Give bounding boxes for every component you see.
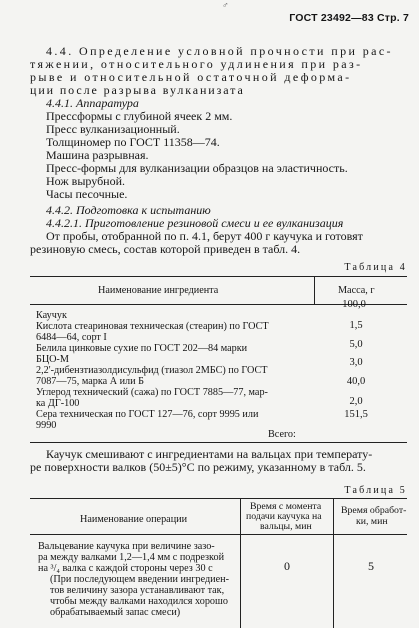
table-cell: 9990 [36, 420, 57, 431]
table-cell: Сера техническая по ГОСТ 127—76, сорт 9995 или [36, 409, 259, 420]
paragraph-line: ре поверхности валков (50±5)°С по режиму, указанному в табл. 5. [30, 460, 366, 474]
table-cell: чтобы между валками находился хорошо [50, 596, 228, 607]
section-heading-line: ции после разрыва вулканизата [30, 83, 245, 97]
table-rule [30, 498, 407, 499]
list-item: Пресс вулканизационный. [46, 122, 180, 136]
table-total-label: Всего: [268, 429, 296, 440]
table-value: 100,0 [342, 299, 366, 310]
table-caption: Таблица 5 [344, 485, 407, 496]
table-value: 0 [284, 559, 290, 573]
table-value: 40,0 [346, 376, 366, 387]
table-rule [240, 498, 241, 628]
section-heading-line: тяжении, относительного удлинения при раз- [30, 57, 363, 71]
table-cell: 7087—75, марка А или Б [36, 376, 144, 387]
scan-mark: ♂ [222, 0, 229, 10]
list-item: Пресс-формы для вулканизации образцов на эластичность. [46, 161, 348, 175]
list-item: Прессформы с глубиной ячеек 2 мм. [46, 109, 233, 123]
table-cell: на ³/₄ валка с каждой стороны через 30 с [38, 563, 213, 574]
table-header: подачи каучука на [246, 511, 322, 522]
page-header: ГОСТ 23492—83 Стр. 7 [289, 12, 409, 24]
table-value: 3,0 [349, 357, 363, 368]
table-total-value: 151,5 [344, 409, 368, 420]
table-cell: Вальцевание каучука при величине зазо- [38, 541, 215, 552]
list-item: Машина разрывная. [46, 148, 149, 162]
paragraph-line: Каучук смешивают с ингредиентами на вальцах при температу- [46, 447, 373, 461]
paragraph-line: От пробы, отобранной по п. 4.1, берут 400 г каучука и готовят [46, 229, 363, 243]
table-cell: ка ДГ-100 [36, 398, 80, 409]
table-cell: тов величину зазора устанавливают так, [50, 585, 225, 596]
table-rule [30, 442, 407, 443]
list-item: Толщиномер по ГОСТ 11358—74. [46, 135, 220, 149]
table-header: Время с момента [250, 501, 322, 512]
table-value: 1,5 [349, 320, 363, 331]
list-item: Нож вырубной. [46, 174, 126, 188]
table-header: ки, мин [356, 516, 388, 527]
table-cell: Кислота стеариновая техническая (стеарин) по ГОСТ [36, 321, 269, 332]
subsection-heading: 4.4.1. Аппаратура [46, 96, 139, 110]
table-header: Масса, г [338, 285, 375, 296]
table-value: 5 [368, 559, 374, 573]
table-header: Наименование ингредиента [98, 285, 219, 296]
table-cell: Углерод технический (сажа) по ГОСТ 7885—77, мар- [36, 387, 268, 398]
table-header: Наименование операции [80, 514, 188, 525]
section-heading-line: 4.4. Определение условной прочности при рас- [46, 44, 393, 58]
table-rule [333, 498, 334, 628]
table-rule [30, 276, 407, 277]
table-caption: Таблица 4 [344, 262, 407, 273]
table-cell: 6484—64, сорт I [36, 332, 107, 343]
section-heading-line: рыве и относительной остаточной деформа- [30, 70, 352, 84]
table-value: 5,0 [349, 339, 363, 350]
table-cell: Каучук [36, 310, 67, 321]
table-cell: (При последующем введении ингредиен- [50, 574, 230, 585]
table-rule [314, 276, 315, 304]
table-header: вальцы, мин [260, 521, 312, 532]
table-cell: Белила цинковые сухие по ГОСТ 202—84 марки [36, 343, 248, 354]
table-header: Время обработ- [341, 505, 407, 516]
table-value: 2,0 [349, 396, 363, 407]
subsection-subheading: 4.4.2.1. Приготовление резиновой смеси и ее вулканизация [46, 216, 344, 230]
table-cell: обрабатываемый запас смеси) [50, 607, 181, 618]
list-item: Часы песочные. [46, 187, 128, 201]
table-cell: БЦО-М [36, 354, 69, 365]
table-rule [30, 534, 407, 535]
table-cell: 2,2'-дибензтиазолдисульфид (тиазол 2МБС) по ГОСТ [36, 365, 268, 376]
subsection-heading: 4.4.2. Подготовка к испытанию [46, 203, 211, 217]
paragraph-line: резиновую смесь, состав которой приведен в табл. 4. [30, 242, 301, 256]
table-cell: ра между валками 1,2—1,4 мм с подрезкой [38, 552, 225, 563]
